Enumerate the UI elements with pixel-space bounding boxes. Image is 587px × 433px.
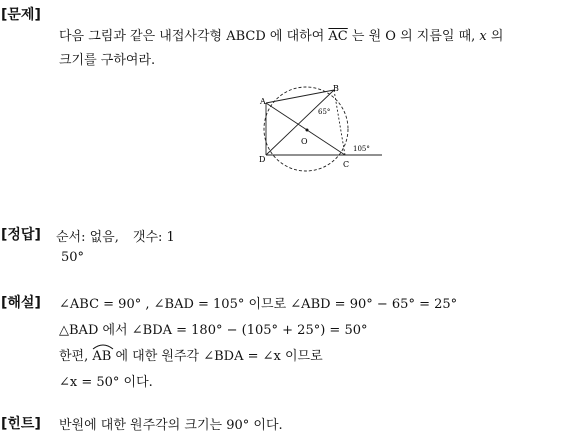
label-d: D: [259, 155, 266, 164]
hint-text: 반원에 대한 원주각의 크기는 90° 이다.: [59, 418, 283, 433]
side-ab: [266, 90, 334, 103]
label-b: B: [333, 84, 339, 93]
solution-line-2: △BAD 에서 ∠BDA = 180° − (105° + 25°) = 50°: [59, 323, 368, 338]
answer-value: 50°: [61, 250, 85, 265]
answer-line-1: [56, 226, 175, 245]
problem-line-2: 크기를 구하여라.: [59, 53, 156, 68]
angle-65-label: 65°: [318, 108, 331, 116]
segment-ac: $\overline{AC}$: [328, 29, 348, 44]
hint-tag: [힌트]: [1, 416, 41, 432]
problem-text-c: 의: [486, 29, 504, 44]
angle-105-label: 105°: [353, 145, 370, 153]
problem-tag: [문제]: [1, 7, 41, 23]
label-o: O: [301, 137, 308, 146]
problem-text-b: 는 원 O 의 지름일 때,: [347, 29, 480, 44]
problem-text-a: 다음 그림과 같은 내접사각형 ABCD 에 대하여: [59, 29, 329, 44]
solution-text-a: 한편,: [59, 349, 93, 364]
answer-tag: [정답]: [1, 227, 41, 243]
label-c: C: [343, 160, 350, 169]
solution-line-4: ∠x = 50° 이다.: [59, 375, 153, 390]
label-a: A: [260, 97, 266, 106]
diagonal-bd: [266, 90, 334, 155]
answer-count: 갯수: 1: [132, 230, 175, 245]
center-o-point: [306, 129, 309, 132]
variable-x: x: [479, 29, 487, 44]
diagonal-ac: [266, 103, 345, 155]
solution-line-3: [59, 345, 323, 364]
solution-line-1: ∠ABC = 90° , ∠BAD = 105° 이므로 ∠ABD = 90° − 65° = 25°: [59, 297, 458, 312]
arc-mark: [92, 343, 114, 350]
solution-text-b: 에 대한 원주각 ∠BDA = ∠x 이므로: [111, 349, 323, 364]
arc-ab-text: AB: [92, 349, 112, 364]
answer-order: 순서: 없음,: [56, 230, 119, 245]
side-bc: [334, 90, 345, 155]
problem-line-1: [59, 25, 503, 44]
solution-tag: [해설]: [1, 295, 41, 311]
arc-ab: [92, 349, 111, 364]
geometry-figure: [255, 80, 390, 175]
